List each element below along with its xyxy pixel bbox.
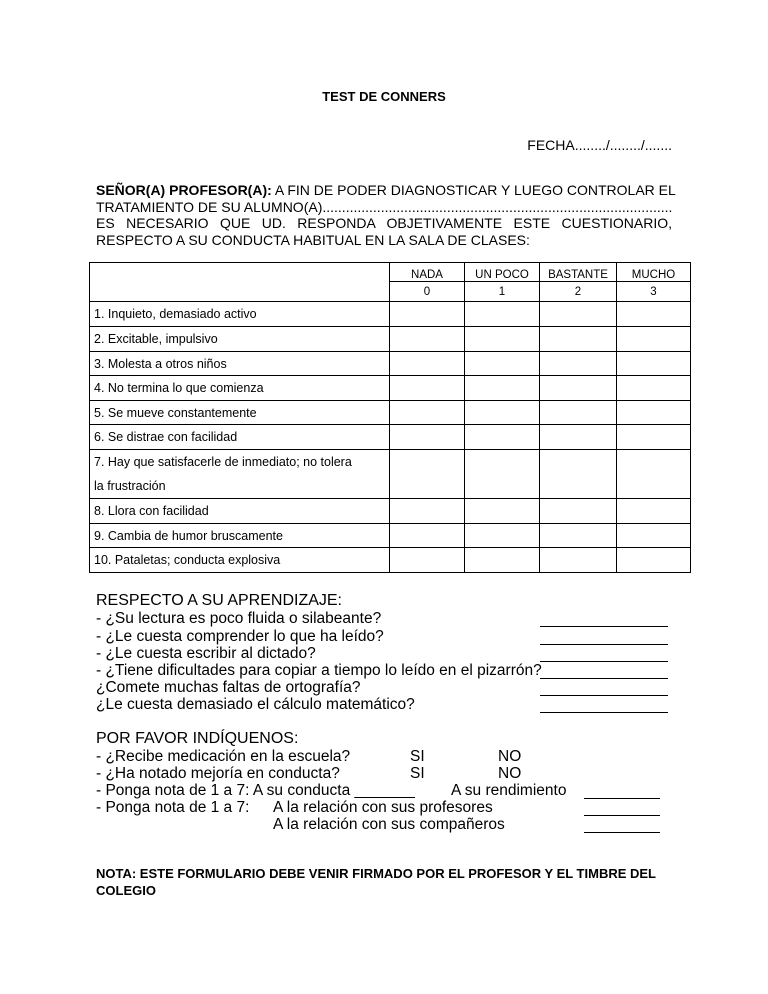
answer-cell[interactable] — [540, 425, 617, 450]
table-row — [90, 401, 691, 425]
classmates-label: A la relación con sus compañeros — [273, 816, 505, 833]
intro-lead: SEÑOR(A) PROFESOR(A): — [96, 182, 272, 198]
answer-cell[interactable] — [390, 450, 465, 499]
item-label — [90, 450, 390, 499]
intro-line-3: ES NECESARIO QUE UD. RESPONDA OBJETIVAMENTE ESTE CUESTIONARIO, — [96, 215, 672, 231]
answer-blank[interactable] — [540, 664, 668, 679]
intro-lead-rest: A FIN DE PODER DIAGNOSTICAR Y LUEGO CONTROLAR EL — [271, 182, 676, 198]
indicate-heading: POR FAVOR INDÍQUENOS: — [96, 730, 299, 747]
grade-relation-text: - Ponga nota de 1 a 7: — [96, 799, 250, 816]
item-label: 10. Pataletas; conducta explosiva — [90, 548, 390, 573]
intro-paragraph — [96, 182, 676, 248]
answer-blank[interactable] — [540, 698, 668, 713]
answer-cell[interactable] — [390, 352, 465, 376]
table-row — [90, 376, 691, 401]
answer-cell[interactable] — [540, 352, 617, 376]
answer-cell[interactable] — [617, 352, 691, 376]
answer-cell[interactable] — [617, 450, 691, 499]
answer-cell[interactable] — [465, 425, 540, 450]
question-text: ¿Comete muchas faltas de ortografía? — [96, 679, 361, 696]
answer-cell[interactable] — [540, 376, 617, 401]
answer-cell[interactable] — [617, 302, 691, 327]
option-si[interactable]: SI — [410, 765, 425, 782]
question-text: - ¿Tiene dificultades para copiar a tiempo lo leído en el pizarrón? — [96, 662, 542, 679]
answer-cell[interactable] — [390, 548, 465, 573]
table-row — [90, 327, 691, 352]
answer-cell[interactable] — [617, 524, 691, 548]
answer-cell[interactable] — [465, 450, 540, 499]
answer-blank[interactable] — [540, 612, 668, 627]
answer-blank[interactable] — [540, 630, 668, 645]
answer-cell[interactable] — [540, 327, 617, 352]
item-label-part: 7. Hay que satisfacerle de inmediato; no tolera — [94, 455, 352, 469]
improvement-question — [96, 765, 696, 783]
answer-cell[interactable] — [617, 327, 691, 352]
item-label: 6. Se distrae con facilidad — [90, 425, 390, 450]
intro-line-4: RESPECTO A SU CONDUCTA HABITUAL EN LA SALA DE CLASES: — [96, 231, 530, 248]
answer-cell[interactable] — [540, 548, 617, 573]
table-row — [90, 548, 691, 573]
answer-cell[interactable] — [465, 401, 540, 425]
question-text: - ¿Su lectura es poco fluida o silabeante? — [96, 610, 382, 627]
performance-label: A su rendimiento — [451, 782, 567, 799]
learning-question — [96, 628, 696, 646]
intro-line-2: TRATAMIENTO DE SU ALUMNO(A).......................................................................................... — [96, 198, 673, 215]
col-header-un-poco: UN POCO — [465, 263, 540, 282]
item-label: 5. Se mueve constantemente — [90, 401, 390, 425]
answer-cell[interactable] — [390, 524, 465, 548]
classmates-blank[interactable] — [584, 818, 660, 833]
header-blank — [90, 263, 390, 302]
answer-cell[interactable] — [390, 327, 465, 352]
answer-cell[interactable] — [540, 524, 617, 548]
page-title: TEST DE CONNERS — [322, 89, 446, 104]
question-text: - ¿Recibe medicación en la escuela? — [96, 748, 351, 765]
item-label: 2. Excitable, impulsivo — [90, 327, 390, 352]
answer-cell[interactable] — [465, 327, 540, 352]
answer-cell[interactable] — [617, 548, 691, 573]
option-si[interactable]: SI — [410, 748, 425, 765]
footer-note: NOTA: ESTE FORMULARIO DEBE VENIR FIRMADO POR EL PROFESOR Y EL TIMBRE DEL COLEGIO — [96, 866, 656, 898]
answer-cell[interactable] — [540, 450, 617, 499]
answer-blank[interactable] — [540, 681, 668, 696]
learning-question — [96, 610, 696, 628]
table-row — [90, 450, 691, 499]
item-label-part: la frustración — [94, 479, 166, 493]
col-score-3: 3 — [617, 282, 691, 302]
item-label: 3. Molesta a otros niños — [90, 352, 390, 376]
option-no[interactable]: NO — [498, 765, 522, 782]
performance-blank[interactable] — [584, 784, 660, 799]
answer-cell[interactable] — [465, 548, 540, 573]
answer-cell[interactable] — [540, 302, 617, 327]
answer-cell[interactable] — [390, 499, 465, 524]
answer-cell[interactable] — [540, 401, 617, 425]
col-header-bastante: BASTANTE — [540, 263, 617, 282]
table-row — [90, 352, 691, 376]
answer-cell[interactable] — [390, 302, 465, 327]
table-header-row — [90, 263, 691, 282]
col-header-mucho: MUCHO — [617, 263, 691, 282]
item-label: 1. Inquieto, demasiado activo — [90, 302, 390, 327]
table-row — [90, 425, 691, 450]
answer-cell[interactable] — [617, 401, 691, 425]
learning-question — [96, 662, 696, 680]
grade-relation-row — [96, 799, 696, 817]
answer-cell[interactable] — [617, 425, 691, 450]
answer-cell[interactable] — [465, 352, 540, 376]
learning-question — [96, 645, 696, 663]
item-label: 4. No termina lo que comienza — [90, 376, 390, 401]
option-no[interactable]: NO — [498, 748, 522, 765]
answer-cell[interactable] — [540, 499, 617, 524]
answer-cell[interactable] — [617, 499, 691, 524]
answer-cell[interactable] — [390, 401, 465, 425]
behavior-table — [89, 262, 691, 573]
answer-cell[interactable] — [617, 376, 691, 401]
learning-heading: RESPECTO A SU APRENDIZAJE: — [96, 592, 342, 609]
answer-cell[interactable] — [390, 376, 465, 401]
question-text: - ¿Le cuesta escribir al dictado? — [96, 645, 316, 662]
answer-cell[interactable] — [465, 376, 540, 401]
answer-blank[interactable] — [540, 647, 668, 662]
learning-question — [96, 696, 696, 714]
table-row — [90, 524, 691, 548]
date-field: FECHA......../......../....... — [527, 137, 672, 153]
item-label: 9. Cambia de humor bruscamente — [90, 524, 390, 548]
table-row — [90, 302, 691, 327]
medication-question — [96, 748, 696, 766]
col-score-0: 0 — [390, 282, 465, 302]
question-text: - ¿Le cuesta comprender lo que ha leído? — [96, 628, 384, 645]
item-label: 8. Llora con facilidad — [90, 499, 390, 524]
answer-cell[interactable] — [390, 425, 465, 450]
answer-cell[interactable] — [465, 524, 540, 548]
teachers-label: A la relación con sus profesores — [273, 799, 493, 816]
question-text: ¿Le cuesta demasiado el cálculo matemático? — [96, 696, 415, 713]
answer-cell[interactable] — [465, 499, 540, 524]
col-header-nada: NADA — [390, 263, 465, 282]
question-text: - ¿Ha notado mejoría en conducta? — [96, 765, 340, 782]
answer-cell[interactable] — [465, 302, 540, 327]
teachers-blank[interactable] — [584, 801, 660, 816]
col-score-2: 2 — [540, 282, 617, 302]
grade-conduct-text: - Ponga nota de 1 a 7: A su conducta _______ — [96, 782, 415, 799]
table-row — [90, 499, 691, 524]
intro-line-1 — [96, 182, 676, 199]
col-score-1: 1 — [465, 282, 540, 302]
grade-conduct-row — [96, 782, 696, 800]
learning-question — [96, 679, 696, 697]
